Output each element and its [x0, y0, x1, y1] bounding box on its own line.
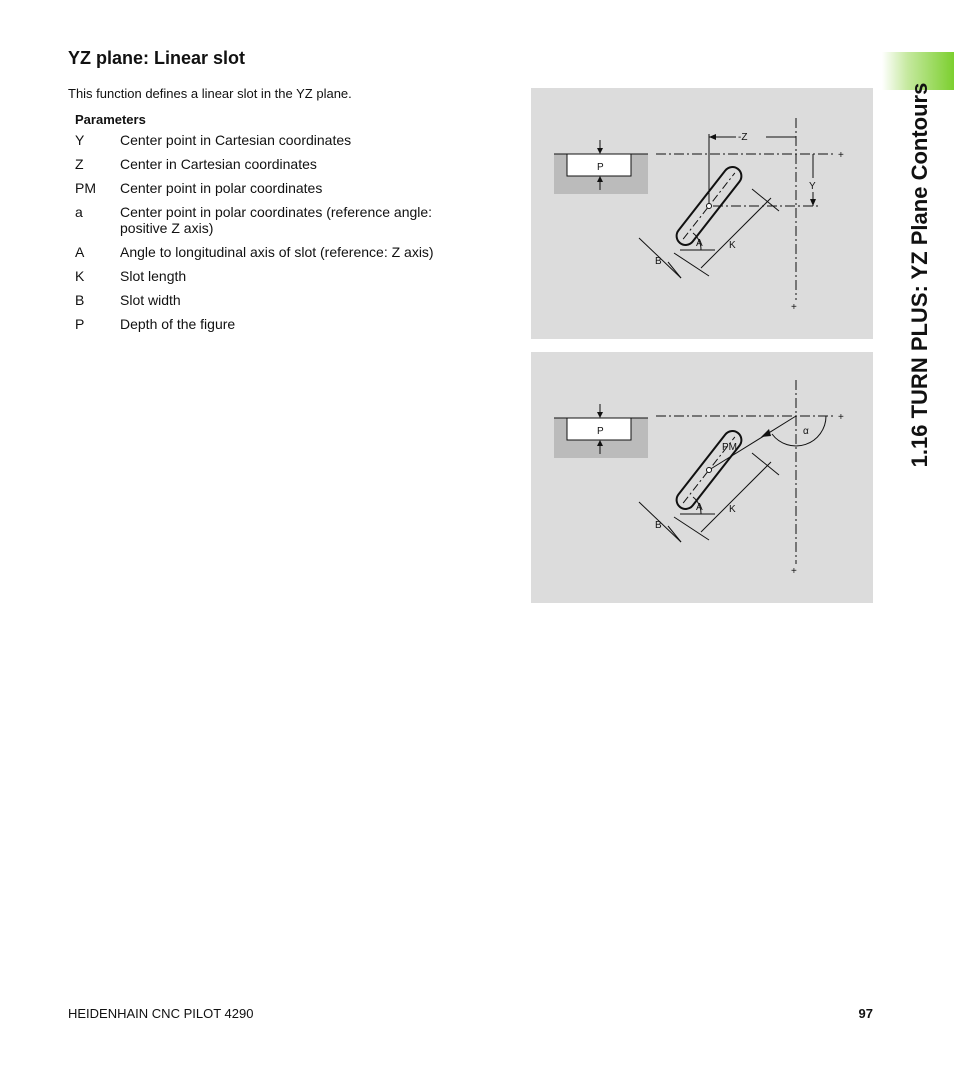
k-extension-lower [674, 517, 709, 540]
polar-arrowhead [761, 429, 771, 437]
param-description: Depth of the figure [120, 316, 236, 332]
param-description: Angle to longitudinal axis of slot (reference: Z axis) [120, 244, 434, 260]
param-symbol: PM [75, 180, 96, 196]
alpha-arc [772, 416, 826, 446]
slot-diagram-cartesian [531, 88, 873, 339]
k-extension-upper [752, 453, 779, 475]
label-z: -Z [738, 132, 748, 143]
label-plus-z: + [838, 412, 844, 423]
label-pm: PM [722, 442, 737, 453]
slot-center-point [707, 468, 712, 473]
k-extension-upper [752, 189, 779, 211]
b-extension [668, 262, 681, 278]
k-dimension-line [701, 198, 771, 268]
page-number: 97 [858, 1006, 873, 1021]
param-symbol: Y [75, 132, 85, 148]
label-b: B [655, 256, 662, 267]
param-description: Center point in Cartesian coordinates [120, 132, 352, 148]
slot-center-point [707, 204, 712, 209]
param-symbol: P [75, 316, 85, 332]
chapter-title-vertical: 1.16 TURN PLUS: YZ Plane Contours [907, 82, 932, 468]
depth-arrowhead-top [597, 412, 603, 418]
label-a: A [696, 238, 703, 249]
param-symbol: B [75, 292, 85, 308]
param-symbol: Z [75, 156, 84, 172]
label-plus-y: + [791, 566, 797, 577]
param-description: Center in Cartesian coordinates [120, 156, 317, 172]
label-plus-y: + [791, 302, 797, 313]
label-p: P [597, 426, 604, 437]
label-y: Y [809, 181, 816, 192]
depth-arrowhead-top [597, 148, 603, 154]
label-b: B [655, 520, 662, 531]
label-plus-z: + [838, 150, 844, 161]
figure-cartesian [531, 88, 873, 339]
label-a: A [696, 502, 703, 513]
label-alpha: α [803, 426, 809, 437]
label-k: K [729, 240, 736, 251]
param-symbol: K [75, 268, 85, 284]
page-title: YZ plane: Linear slot [68, 48, 246, 68]
param-description: Slot width [120, 292, 181, 308]
param-symbol: A [75, 244, 85, 260]
footer-product: HEIDENHAIN CNC PILOT 4290 [68, 1006, 254, 1021]
intro-text: This function defines a linear slot in the YZ plane. [68, 86, 352, 101]
param-symbol: a [75, 204, 83, 220]
slot-diagram-polar [531, 352, 873, 603]
k-dimension-line [701, 462, 771, 532]
b-extension [668, 526, 681, 542]
param-description: Slot length [120, 268, 187, 284]
y-arrowhead [810, 199, 816, 206]
param-description: Center point in polar coordinates [120, 180, 323, 196]
parameters-heading: Parameters [75, 112, 146, 127]
label-p: P [597, 162, 604, 173]
figure-polar [531, 352, 873, 603]
z-arrowhead [709, 134, 716, 140]
label-k: K [729, 504, 736, 515]
k-extension-lower [674, 253, 709, 276]
param-description: Center point in polar coordinates (reference angle: positive Z axis) [120, 204, 433, 236]
